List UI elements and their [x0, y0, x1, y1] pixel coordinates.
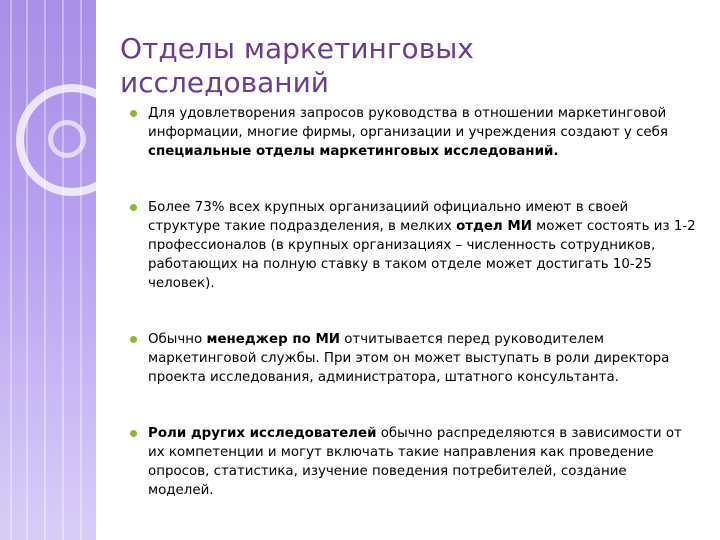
- bullet-bold-text: менеджер по МИ: [206, 332, 340, 347]
- bullet-text: Для удовлетворения запросов руководства в отношении маркетинговой информации, многие фирмы, организации и учреждения создают у себя: [148, 106, 668, 140]
- decorative-small-ring: [48, 120, 86, 158]
- decorative-side-band: [0, 0, 96, 540]
- slide-title: Отделы маркетинговых исследований: [120, 32, 474, 99]
- decorative-stripe: [26, 0, 28, 540]
- bullet-text: Обычно: [148, 332, 207, 347]
- decorative-stripe: [62, 0, 64, 540]
- bullet-list: [130, 104, 696, 500]
- bullet-text: Более 73% всех крупных организациий официально имеют в своей структуре такие подразделения, в мелких: [148, 200, 629, 234]
- decorative-stripe: [10, 0, 12, 540]
- bullet-marker-icon: [130, 204, 137, 211]
- bullet-item: [130, 104, 696, 161]
- bullet-bold-text: специальные отделы маркетинговых исследований.: [148, 144, 559, 159]
- decorative-stripe: [44, 0, 46, 540]
- bullet-item: [130, 198, 696, 293]
- bullet-marker-icon: [130, 336, 137, 343]
- bullet-item: [130, 330, 696, 387]
- bullet-bold-text: Роли других исследователей: [148, 426, 377, 441]
- bullet-bold-text: отдел МИ: [456, 219, 532, 234]
- bullet-text: может состоять из 1-2 профессионалов (в крупных организациях – численность сотрудников, работающих на полную ставку в таком отделе может достигать 10-25 человек).: [148, 219, 696, 291]
- bullet-marker-icon: [130, 430, 137, 437]
- decorative-stripe: [80, 0, 82, 540]
- bullet-item: [130, 424, 696, 500]
- bullet-text: отчитывается перед руководителем маркетинговой службы. При этом он может выступать в роли директора проекта исследования, администратора, штатного консультанта.: [148, 332, 670, 385]
- bullet-text: обычно распределяются в зависимости от их компетенции и могут включать такие направления как проведение опросов, статистика, изучение поведения потребителей, создание моделей.: [148, 426, 682, 498]
- bullet-marker-icon: [130, 110, 137, 117]
